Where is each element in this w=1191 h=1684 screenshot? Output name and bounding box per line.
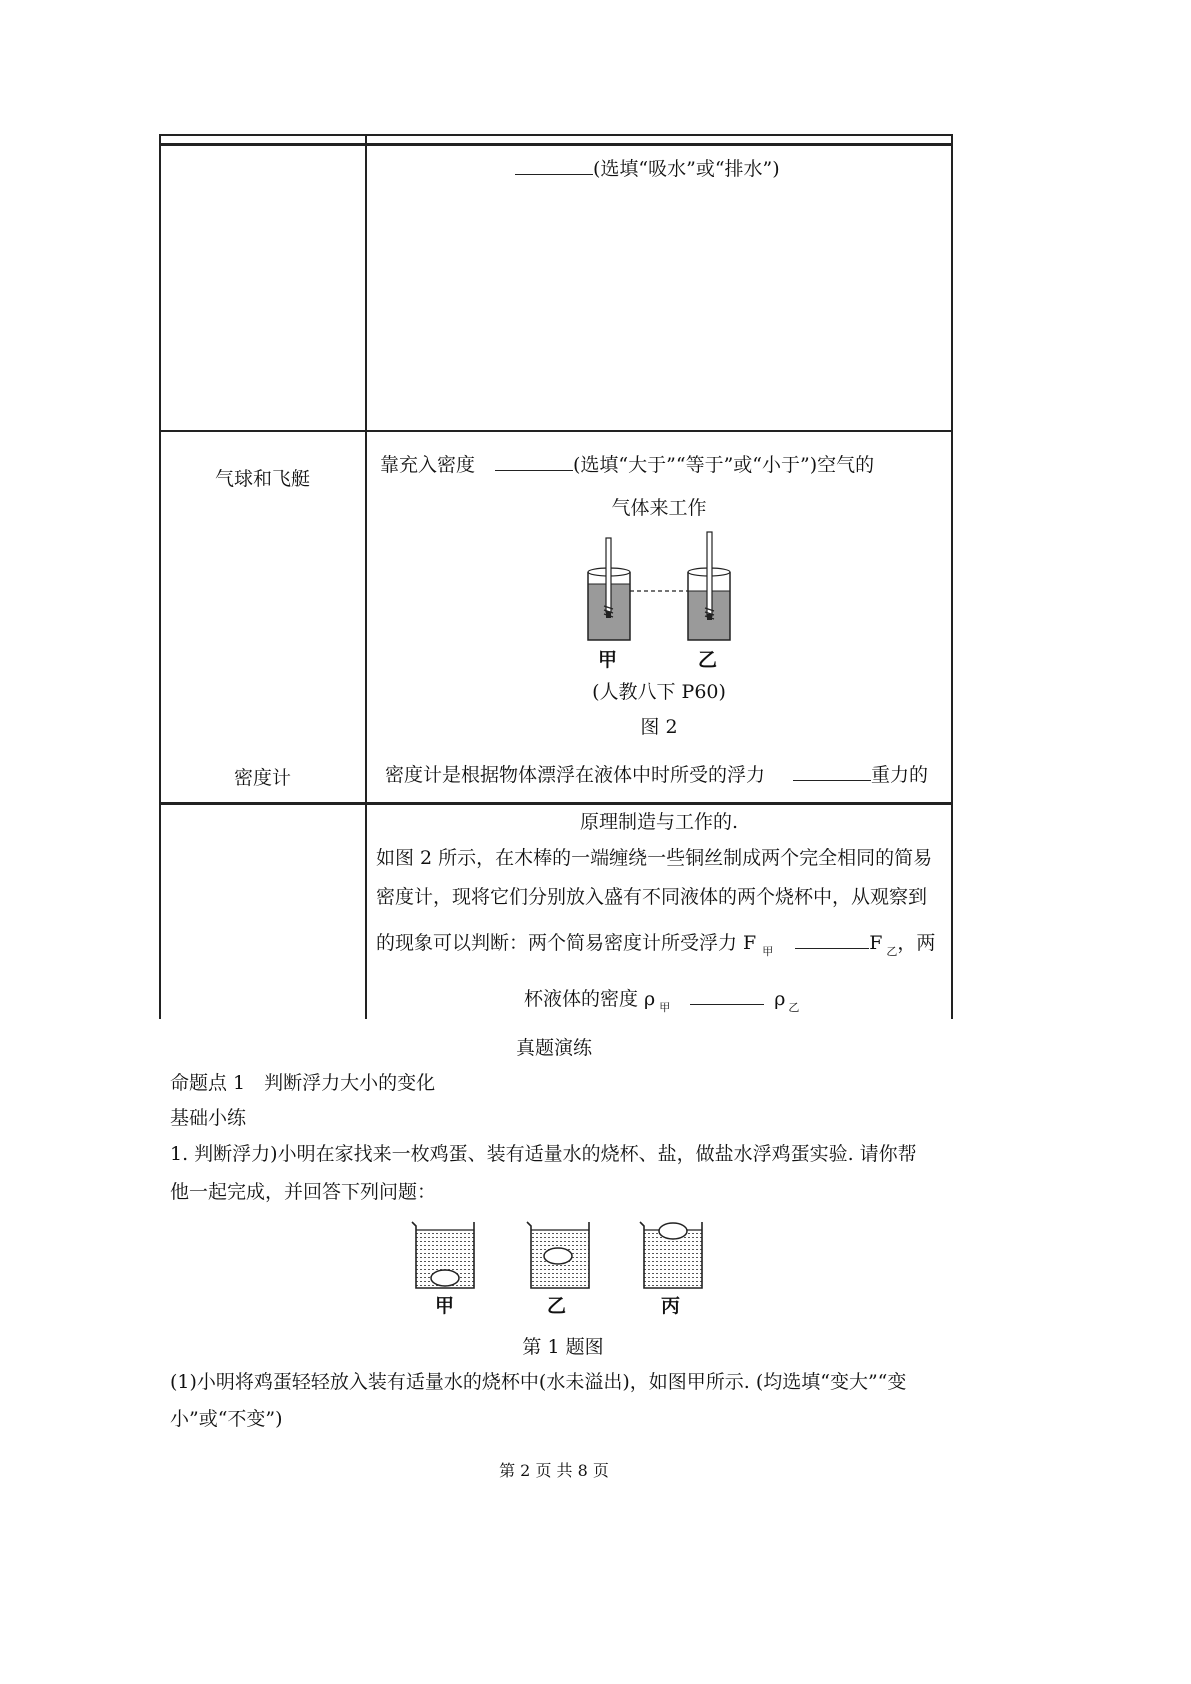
table-left-border bbox=[159, 134, 161, 1019]
table-right-border bbox=[951, 134, 953, 1019]
figure-1-caption: 第 1 题图 bbox=[522, 1336, 604, 1358]
section-title: 真题演练 bbox=[515, 1037, 592, 1059]
figure-1-label-bing: 丙 bbox=[661, 1295, 681, 1317]
question-1-line1: 1. 判断浮力)小明在家找来一枚鸡蛋、装有适量水的烧杯、盐，做盐水浮鸡蛋实验. 请你帮 bbox=[170, 1143, 917, 1165]
row2-label: 气球和飞艇 bbox=[214, 468, 310, 490]
answer-blank bbox=[495, 452, 573, 471]
row2-line1: 靠充入密度 (选填“大于”“等于”或“小于”)空气的 bbox=[380, 454, 875, 476]
beaker-yi bbox=[527, 1222, 589, 1288]
egg bbox=[431, 1270, 459, 1286]
row1-hint: (选填“吸水”或“排水”) bbox=[593, 158, 780, 180]
beaker-bing bbox=[640, 1222, 702, 1288]
figure-2-source: (人教八下 P60) bbox=[592, 681, 726, 703]
beaker-yi bbox=[688, 532, 730, 640]
row3-label: 密度计 bbox=[233, 767, 291, 789]
figure-1-label-jia: 甲 bbox=[435, 1295, 455, 1317]
beaker-jia bbox=[412, 1222, 474, 1288]
table-column-divider bbox=[365, 134, 367, 1019]
egg bbox=[544, 1248, 572, 1264]
question-1-part1-line1: (1)小明将鸡蛋轻轻放入装有适量水的烧杯中(水未溢出)，如图甲所示. (均选填“变大”“变 bbox=[170, 1371, 907, 1393]
subtopic-heading: 基础小练 bbox=[170, 1107, 247, 1129]
table-row-divider bbox=[160, 802, 953, 805]
row2-line2: 气体来工作 bbox=[611, 497, 707, 519]
egg bbox=[659, 1223, 687, 1239]
row3-line2: 原理制造与工作的. bbox=[579, 811, 739, 833]
figure-1-label-yi: 乙 bbox=[547, 1295, 567, 1317]
row3-line4: 密度计，现将它们分别放入盛有不同液体的两个烧杯中，从观察到 bbox=[376, 886, 928, 908]
answer-blank bbox=[690, 986, 764, 1005]
question-1-line2: 他一起完成，并回答下列问题： bbox=[170, 1181, 437, 1203]
figure-1-egg-beakers bbox=[408, 1216, 708, 1296]
figure-2-label-jia: 甲 bbox=[598, 649, 618, 671]
answer-blank bbox=[795, 930, 869, 949]
figure-2-caption: 图 2 bbox=[640, 716, 678, 738]
table-row-divider bbox=[160, 430, 953, 432]
row3-line5: 的现象可以判断：两个简易密度计所受浮力 F $_甲$ F $_乙$，两 bbox=[376, 932, 936, 958]
beaker-jia bbox=[588, 538, 630, 640]
table-top-border bbox=[160, 134, 953, 136]
question-1-part1-line2: 小”或“不变”) bbox=[170, 1408, 283, 1430]
row3-line3: 如图 2 所示，在木棒的一端缠绕一些铜丝制成两个完全相同的简易 bbox=[376, 847, 933, 869]
figure-2-label-yi: 乙 bbox=[698, 649, 718, 671]
row1-fill-blank bbox=[515, 156, 780, 181]
page-footer: 第 2 页 共 8 页 bbox=[499, 1461, 609, 1480]
answer-blank bbox=[793, 762, 871, 781]
table-header-rule bbox=[160, 143, 953, 146]
row3-line1: 密度计是根据物体漂浮在液体中时所受的浮力 重力的 bbox=[385, 764, 929, 786]
answer-blank bbox=[515, 156, 593, 175]
row3-line6: 杯液体的密度 ρ $_甲$ ρ $_乙$ bbox=[524, 988, 800, 1014]
topic-heading: 命题点 1 判断浮力大小的变化 bbox=[170, 1072, 436, 1094]
figure-2-hydrometers bbox=[570, 530, 750, 670]
